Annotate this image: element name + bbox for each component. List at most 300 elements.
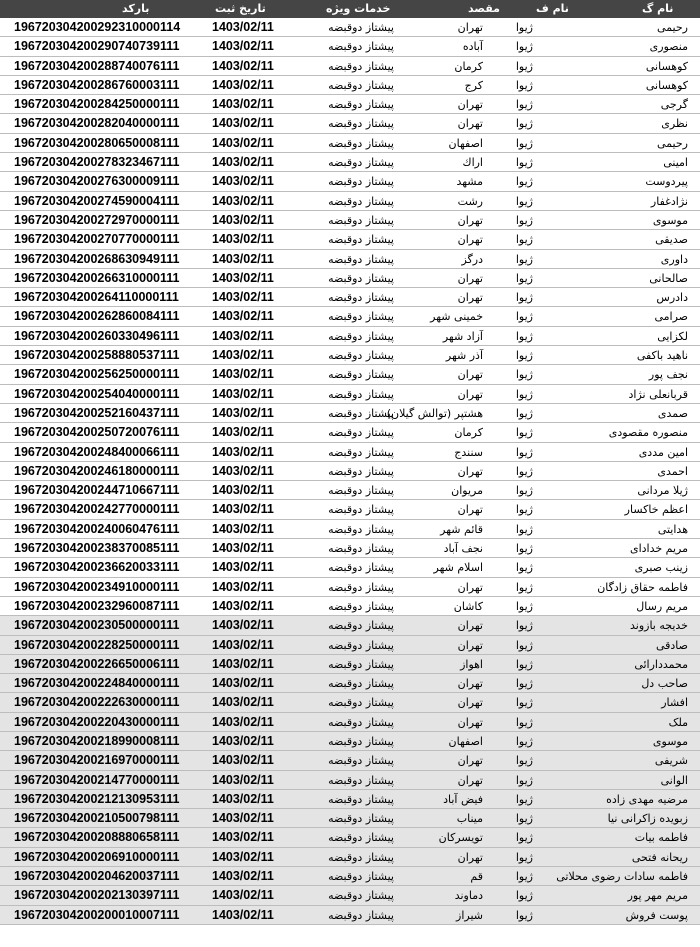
date-cell: 1403/02/11	[212, 811, 274, 826]
barcode-cell: 196720304200252160437111	[14, 405, 180, 420]
destination-cell: تهران	[457, 715, 483, 729]
destination-cell: تهران	[457, 580, 483, 594]
table-row	[0, 520, 700, 539]
table-row	[0, 423, 700, 442]
last-name-cell: خدیجه بازوند	[629, 619, 688, 633]
barcode-cell: 196720304200266310000111	[14, 270, 180, 285]
destination-cell: شیراز	[456, 908, 483, 922]
destination-cell: هشتپر (توالش گیلان)	[386, 406, 483, 420]
first-name-cell: ژیوا	[515, 561, 533, 575]
barcode-cell: 196720304200248400066111	[14, 444, 180, 459]
service-cell: پیشتاز دوقبضه	[328, 464, 394, 478]
destination-cell: تهران	[457, 21, 483, 34]
service-cell: پیشتاز دوقبضه	[328, 542, 394, 556]
table-row	[0, 288, 700, 307]
destination-cell: تهران	[457, 464, 483, 478]
service-cell: پیشتاز دوقبضه	[328, 329, 394, 343]
destination-cell: آزاد شهر	[442, 329, 483, 343]
destination-cell: اراك	[462, 156, 483, 170]
service-cell: پیشتاز دوقبضه	[328, 503, 394, 517]
service-cell: پیشتاز دوقبضه	[328, 870, 394, 884]
last-name-cell: صدیقی	[655, 233, 688, 247]
destination-cell: اصفهان	[448, 136, 483, 150]
barcode-cell: 196720304200242770000111	[14, 502, 180, 517]
barcode-cell: 196720304200280650008111	[14, 135, 180, 150]
barcode-cell: 196720304200230500000111	[14, 618, 180, 633]
first-name-cell: ژیوا	[515, 445, 533, 459]
date-cell: 1403/02/11	[212, 541, 274, 556]
last-name-cell: مریم رسال	[636, 599, 688, 613]
destination-cell: تهران	[457, 213, 483, 227]
first-name-cell: ژیوا	[515, 484, 533, 498]
date-cell: 1403/02/11	[212, 598, 274, 613]
barcode-cell: 196720304200202130397111	[14, 888, 180, 903]
date-cell: 1403/02/11	[212, 502, 274, 517]
date-cell: 1403/02/11	[212, 20, 274, 34]
destination-cell: تهران	[457, 387, 483, 401]
header-date: تاریخ ثبت	[215, 2, 266, 15]
service-cell: پیشتاز دوقبضه	[328, 734, 394, 748]
date-cell: 1403/02/11	[212, 309, 274, 324]
barcode-cell: 196720304200268630949111	[14, 251, 180, 266]
service-cell: پیشتاز دوقبضه	[328, 387, 394, 401]
last-name-cell: فاطمه حقاق زادگان	[597, 580, 688, 594]
barcode-cell: 196720304200240060476111	[14, 521, 180, 536]
last-name-cell: داوری	[660, 252, 688, 266]
date-cell: 1403/02/11	[212, 386, 274, 401]
service-cell: پیشتاز دوقبضه	[328, 310, 394, 324]
first-name-cell: ژیوا	[515, 117, 533, 131]
table-row	[0, 346, 700, 365]
last-name-cell: فاطمه سادات رضوی محلاتی	[556, 870, 688, 884]
last-name-cell: مریم خدادای	[629, 542, 688, 556]
first-name-cell: ژیوا	[515, 734, 533, 748]
first-name-cell: ژیوا	[515, 368, 533, 382]
table-row	[0, 269, 700, 288]
destination-cell: تهران	[457, 233, 483, 247]
first-name-cell: ژیوا	[515, 156, 533, 170]
table-row	[0, 751, 700, 770]
first-name-cell: ژیوا	[515, 194, 533, 208]
service-cell: پیشتاز دوقبضه	[328, 349, 394, 363]
service-cell: پیشتاز دوقبضه	[328, 522, 394, 536]
barcode-cell: 196720304200258880537111	[14, 348, 180, 363]
date-cell: 1403/02/11	[212, 888, 274, 903]
last-name-cell: ژیلا مردانی	[637, 484, 688, 498]
date-cell: 1403/02/11	[212, 290, 274, 305]
destination-cell: تهران	[457, 619, 483, 633]
first-name-cell: ژیوا	[515, 522, 533, 536]
first-name-cell: ژیوا	[515, 21, 533, 34]
service-cell: پیشتاز دوقبضه	[328, 21, 394, 34]
date-cell: 1403/02/11	[212, 714, 274, 729]
first-name-cell: ژیوا	[515, 599, 533, 613]
destination-cell: تهران	[457, 638, 483, 652]
barcode-cell: 196720304200260330496111	[14, 328, 180, 343]
destination-cell: نجف آباد	[443, 542, 483, 556]
date-cell: 1403/02/11	[212, 753, 274, 768]
barcode-cell: 196720304200292310000114	[14, 20, 181, 34]
last-name-cell: منصوری	[649, 40, 688, 54]
destination-cell: تهران	[457, 773, 483, 787]
date-cell: 1403/02/11	[212, 58, 274, 73]
destination-cell: قم	[470, 870, 483, 884]
service-cell: پیشتاز دوقبضه	[328, 599, 394, 613]
first-name-cell: ژیوا	[515, 580, 533, 594]
last-name-cell: محمددارائی	[634, 657, 688, 671]
destination-cell: مشهد	[456, 175, 483, 189]
service-cell: پیشتاز دوقبضه	[328, 98, 394, 112]
table-row	[0, 37, 700, 56]
service-cell: پیشتاز دوقبضه	[328, 889, 394, 903]
service-cell: پیشتاز دوقبضه	[328, 156, 394, 170]
service-cell: پیشتاز دوقبضه	[328, 484, 394, 498]
last-name-cell: موسوی	[652, 734, 688, 748]
destination-cell: کرج	[464, 78, 483, 92]
destination-cell: کرمان	[454, 59, 483, 73]
barcode-cell: 196720304200206910000111	[14, 849, 180, 864]
last-name-cell: فاطمه بیات	[634, 831, 688, 845]
service-cell: پیشتاز دوقبضه	[328, 233, 394, 247]
destination-cell: رشت	[457, 194, 483, 208]
date-cell: 1403/02/11	[212, 618, 274, 633]
date-cell: 1403/02/11	[212, 212, 274, 227]
table-row	[0, 76, 700, 95]
barcode-cell: 196720304200244710667111	[14, 483, 180, 498]
last-name-cell: الوانی	[660, 773, 688, 787]
last-name-cell: دادرس	[656, 291, 688, 305]
date-cell: 1403/02/11	[212, 348, 274, 363]
destination-cell: کرمان	[454, 426, 483, 440]
table-row	[0, 114, 700, 133]
first-name-cell: ژیوا	[515, 812, 533, 826]
first-name-cell: ژیوا	[515, 850, 533, 864]
first-name-cell: ژیوا	[515, 291, 533, 305]
date-cell: 1403/02/11	[212, 405, 274, 420]
first-name-cell: ژیوا	[515, 792, 533, 806]
table-row	[0, 771, 700, 790]
service-cell: پیشتاز دوقبضه	[328, 445, 394, 459]
destination-cell: تهران	[457, 696, 483, 710]
last-name-cell: قربانعلی نژاد	[628, 387, 688, 401]
service-cell: پیشتاز دوقبضه	[328, 677, 394, 691]
date-cell: 1403/02/11	[212, 251, 274, 266]
first-name-cell: ژیوا	[515, 773, 533, 787]
first-name-cell: ژیوا	[515, 677, 533, 691]
header-barcode: بارکد	[122, 2, 150, 15]
barcode-cell: 196720304200216970000111	[14, 753, 180, 768]
service-cell: پیشتاز دوقبضه	[328, 194, 394, 208]
last-name-cell: پوست فروش	[625, 908, 688, 922]
destination-cell: دماوند	[454, 889, 483, 903]
service-cell: پیشتاز دوقبضه	[328, 638, 394, 652]
table-row	[0, 95, 700, 114]
barcode-cell: 196720304200212130953111	[14, 791, 180, 806]
barcode-cell: 196720304200232960087111	[14, 598, 180, 613]
barcode-cell: 196720304200222630000111	[14, 695, 180, 710]
destination-cell: تهران	[457, 271, 483, 285]
last-name-cell: نظری	[661, 117, 688, 131]
last-name-cell: ملک	[668, 715, 688, 729]
table-row	[0, 385, 700, 404]
table-row	[0, 327, 700, 346]
barcode-cell: 196720304200278323467111	[14, 155, 180, 170]
date-cell: 1403/02/11	[212, 579, 274, 594]
table-row	[0, 616, 700, 635]
barcode-cell: 196720304200224840000111	[14, 676, 180, 691]
last-name-cell: امین مددی	[638, 445, 688, 459]
last-name-cell: ریحانه فتحی	[631, 850, 688, 864]
date-cell: 1403/02/11	[212, 463, 274, 478]
table-row	[0, 18, 700, 37]
barcode-cell: 196720304200276300009111	[14, 174, 180, 189]
table-row	[0, 307, 700, 326]
first-name-cell: ژیوا	[515, 271, 533, 285]
destination-cell: تهران	[457, 368, 483, 382]
barcode-cell: 196720304200238370085111	[14, 541, 180, 556]
table-row	[0, 230, 700, 249]
barcode-cell: 196720304200234910000111	[14, 579, 180, 594]
barcode-cell: 196720304200218990008111	[14, 733, 180, 748]
barcode-cell: 196720304200274590004111	[14, 193, 180, 208]
date-cell: 1403/02/11	[212, 174, 274, 189]
last-name-cell: ناهید باکفی	[636, 349, 688, 363]
first-name-cell: ژیوا	[515, 831, 533, 845]
first-name-cell: ژیوا	[515, 59, 533, 73]
first-name-cell: ژیوا	[515, 908, 533, 922]
first-name-cell: ژیوا	[515, 233, 533, 247]
last-name-cell: زینب صبری	[634, 561, 688, 575]
destination-cell: اهواز	[460, 657, 483, 671]
destination-cell: اصفهان	[448, 734, 483, 748]
table-row	[0, 558, 700, 577]
last-name-cell: رحیمی	[657, 21, 688, 34]
first-name-cell: ژیوا	[515, 426, 533, 440]
table-row	[0, 713, 700, 732]
table-row	[0, 578, 700, 597]
table-row	[0, 636, 700, 655]
table-header	[0, 0, 700, 18]
date-cell: 1403/02/11	[212, 97, 274, 112]
barcode-cell: 196720304200236620033111	[14, 560, 180, 575]
last-name-cell: افشار	[661, 696, 688, 710]
date-cell: 1403/02/11	[212, 193, 274, 208]
date-cell: 1403/02/11	[212, 560, 274, 575]
last-name-cell: مریم مهر پور	[627, 889, 688, 903]
first-name-cell: ژیوا	[515, 329, 533, 343]
service-cell: پیشتاز دوقبضه	[328, 657, 394, 671]
first-name-cell: ژیوا	[515, 889, 533, 903]
service-cell: پیشتاز دوقبضه	[328, 59, 394, 73]
destination-cell: قائم شهر	[440, 522, 483, 536]
service-cell: پیشتاز دوقبضه	[328, 580, 394, 594]
first-name-cell: ژیوا	[515, 406, 533, 420]
destination-cell: تهران	[457, 503, 483, 517]
last-name-cell: نجف پور	[648, 368, 688, 382]
barcode-cell: 196720304200246180000111	[14, 463, 180, 478]
destination-cell: تهران	[457, 117, 483, 131]
date-cell: 1403/02/11	[212, 116, 274, 131]
service-cell: پیشتاز دوقبضه	[328, 715, 394, 729]
date-cell: 1403/02/11	[212, 270, 274, 285]
destination-cell: درگز	[461, 252, 483, 266]
first-name-cell: ژیوا	[515, 754, 533, 768]
last-name-cell: زبویده زاکرانی نیا	[607, 812, 688, 826]
date-cell: 1403/02/11	[212, 695, 274, 710]
last-name-cell: صادقی	[655, 638, 688, 652]
table-row	[0, 250, 700, 269]
last-name-cell: موسوی	[652, 213, 688, 227]
last-name-cell: کوهسانی	[645, 78, 688, 92]
barcode-cell: 196720304200282040000111	[14, 116, 180, 131]
service-cell: پیشتاز دوقبضه	[328, 252, 394, 266]
table-row	[0, 809, 700, 828]
header-destination: مقصد	[468, 2, 500, 15]
service-cell: پیشتاز دوقبضه	[328, 850, 394, 864]
table-row	[0, 828, 700, 847]
date-cell: 1403/02/11	[212, 77, 274, 92]
service-cell: پیشتاز دوقبضه	[328, 40, 394, 54]
table-row	[0, 134, 700, 153]
table-row	[0, 848, 700, 867]
destination-cell: کاشان	[453, 599, 483, 613]
date-cell: 1403/02/11	[212, 733, 274, 748]
table-row	[0, 674, 700, 693]
service-cell: پیشتاز دوقبضه	[328, 754, 394, 768]
barcode-cell: 196720304200254040000111	[14, 386, 180, 401]
date-cell: 1403/02/11	[212, 869, 274, 884]
service-cell: پیشتاز دوقبضه	[328, 136, 394, 150]
first-name-cell: ژیوا	[515, 175, 533, 189]
table-row	[0, 192, 700, 211]
table-row	[0, 886, 700, 905]
barcode-cell: 196720304200262860084111	[14, 309, 180, 324]
last-name-cell: رحیمی	[657, 136, 688, 150]
barcode-cell: 196720304200228250000111	[14, 637, 180, 652]
first-name-cell: ژیوا	[515, 78, 533, 92]
last-name-cell: صالحانی	[649, 271, 688, 285]
barcode-cell: 196720304200200010007111	[14, 907, 180, 922]
date-cell: 1403/02/11	[212, 425, 274, 440]
destination-cell: آباده	[462, 40, 483, 54]
first-name-cell: ژیوا	[515, 464, 533, 478]
destination-cell: اسلام شهر	[433, 561, 483, 575]
last-name-cell: امینی	[663, 156, 688, 170]
barcode-cell: 196720304200204620037111	[14, 869, 180, 884]
table-body	[0, 18, 700, 925]
last-name-cell: نژادغفار	[650, 194, 688, 208]
destination-cell: میناب	[456, 812, 483, 826]
barcode-cell: 196720304200256250000111	[14, 367, 180, 382]
last-name-cell: شریفی	[654, 754, 688, 768]
service-cell: پیشتاز دوقبضه	[328, 908, 394, 922]
date-cell: 1403/02/11	[212, 521, 274, 536]
last-name-cell: گرجی	[660, 98, 688, 112]
last-name-cell: منصوره مقصودی	[608, 426, 688, 440]
first-name-cell: ژیوا	[515, 213, 533, 227]
first-name-cell: ژیوا	[515, 657, 533, 671]
first-name-cell: ژیوا	[515, 619, 533, 633]
date-cell: 1403/02/11	[212, 232, 274, 247]
table-row	[0, 172, 700, 191]
service-cell: پیشتاز دوقبضه	[328, 213, 394, 227]
destination-cell: تهران	[457, 291, 483, 305]
first-name-cell: ژیوا	[515, 870, 533, 884]
barcode-cell: 196720304200210500798111	[14, 811, 180, 826]
first-name-cell: ژیوا	[515, 349, 533, 363]
table-row	[0, 500, 700, 519]
first-name-cell: ژیوا	[515, 503, 533, 517]
table-row	[0, 404, 700, 423]
date-cell: 1403/02/11	[212, 637, 274, 652]
first-name-cell: ژیوا	[515, 696, 533, 710]
table-row	[0, 365, 700, 384]
first-name-cell: ژیوا	[515, 40, 533, 54]
service-cell: پیشتاز دوقبضه	[328, 175, 394, 189]
service-cell: پیشتاز دوقبضه	[328, 561, 394, 575]
service-cell: پیشتاز دوقبضه	[328, 831, 394, 845]
table-row	[0, 462, 700, 481]
date-cell: 1403/02/11	[212, 791, 274, 806]
barcode-cell: 196720304200220430000111	[14, 714, 180, 729]
barcode-cell: 196720304200250720076111	[14, 425, 180, 440]
last-name-cell: صاحب دل	[641, 677, 688, 691]
first-name-cell: ژیوا	[515, 136, 533, 150]
date-cell: 1403/02/11	[212, 483, 274, 498]
last-name-cell: صرامی	[654, 310, 688, 324]
service-cell: پیشتاز دوقبضه	[328, 406, 394, 420]
barcode-cell: 196720304200226650006111	[14, 656, 180, 671]
service-cell: پیشتاز دوقبضه	[328, 78, 394, 92]
date-cell: 1403/02/11	[212, 772, 274, 787]
service-cell: پیشتاز دوقبضه	[328, 117, 394, 131]
service-cell: پیشتاز دوقبضه	[328, 792, 394, 806]
last-name-cell: کوهسانی	[645, 59, 688, 73]
service-cell: پیشتاز دوقبضه	[328, 426, 394, 440]
service-cell: پیشتاز دوقبضه	[328, 368, 394, 382]
date-cell: 1403/02/11	[212, 328, 274, 343]
table-row	[0, 211, 700, 230]
barcode-cell: 196720304200214770000111	[14, 772, 180, 787]
last-name-cell: لکزایی	[657, 329, 688, 343]
date-cell: 1403/02/11	[212, 135, 274, 150]
service-cell: پیشتاز دوقبضه	[328, 696, 394, 710]
last-name-cell: صمدی	[657, 406, 688, 420]
date-cell: 1403/02/11	[212, 39, 274, 54]
barcode-cell: 196720304200264110000111	[14, 290, 179, 305]
table-row	[0, 443, 700, 462]
barcode-cell: 196720304200272970000111	[14, 212, 180, 227]
first-name-cell: ژیوا	[515, 387, 533, 401]
last-name-cell: هدایتی	[657, 522, 688, 536]
date-cell: 1403/02/11	[212, 849, 274, 864]
destination-cell: تهران	[457, 754, 483, 768]
service-cell: پیشتاز دوقبضه	[328, 812, 394, 826]
table-row	[0, 597, 700, 616]
service-cell: پیشتاز دوقبضه	[328, 619, 394, 633]
last-name-cell: پیردوست	[645, 175, 688, 189]
first-name-cell: ژیوا	[515, 310, 533, 324]
service-cell: پیشتاز دوقبضه	[328, 773, 394, 787]
table-row	[0, 906, 700, 925]
header-first-name: نام ف	[536, 2, 569, 15]
barcode-cell: 196720304200288740076111	[14, 58, 180, 73]
service-cell: پیشتاز دوقبضه	[328, 271, 394, 285]
table-row	[0, 481, 700, 500]
destination-cell: سنندج	[454, 445, 483, 459]
barcode-cell: 196720304200290740739111	[14, 39, 180, 54]
date-cell: 1403/02/11	[212, 367, 274, 382]
